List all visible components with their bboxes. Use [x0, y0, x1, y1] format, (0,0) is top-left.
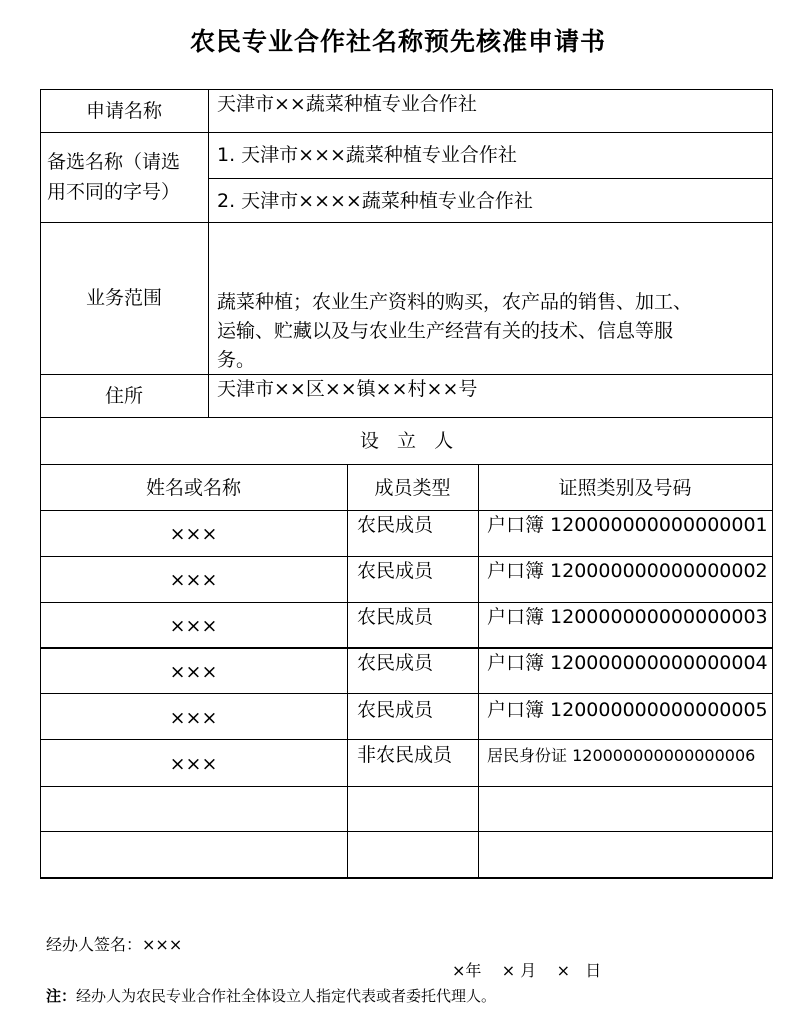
- row-divider: [40, 831, 773, 832]
- column-divider: [208, 89, 209, 418]
- address-label: 住所: [104, 385, 143, 407]
- founder-name: ×××: [169, 615, 218, 637]
- column-header-type: 成员类型: [374, 477, 451, 499]
- row-divider: [40, 647, 773, 649]
- row-divider: [40, 132, 773, 133]
- founder-id: 户口簿 120000000000000005: [487, 699, 768, 721]
- column-divider: [347, 464, 348, 878]
- row-divider: [40, 602, 773, 603]
- scope-text-line: 蔬菜种植；农业生产资料的购买，农产品的销售、加工、: [217, 291, 693, 313]
- column-divider: [478, 464, 479, 878]
- row-divider: [40, 374, 773, 375]
- row-divider: [40, 786, 773, 787]
- alt-names-label: 备选名称（请选: [47, 151, 181, 173]
- footnote-label: 注：: [46, 987, 77, 1005]
- founder-name: ×××: [169, 661, 218, 683]
- scope-label: 业务范围: [85, 287, 162, 309]
- founder-type: 农民成员: [357, 560, 434, 582]
- founders-section-title: 设 立 人: [359, 430, 454, 452]
- scope-text-line: 运输、贮藏以及与农业生产经营有关的技术、信息等服: [217, 320, 674, 342]
- alt-name-2: 2. 天津市××××蔬菜种植专业合作社: [217, 190, 533, 212]
- scope-text-line: 务。: [217, 349, 256, 371]
- row-divider: [40, 464, 773, 465]
- row-divider: [40, 693, 773, 694]
- founder-type: 农民成员: [357, 652, 434, 674]
- row-divider: [40, 222, 773, 223]
- founder-id: 户口簿 120000000000000003: [487, 606, 768, 628]
- founder-type: 农民成员: [357, 514, 434, 536]
- row-divider: [40, 556, 773, 557]
- apply-name-label: 申请名称: [85, 100, 162, 122]
- founder-name: ×××: [169, 707, 218, 729]
- footnote-text: 经办人为农民专业合作社全体设立人指定代表或者委托代理人。: [76, 987, 497, 1005]
- apply-name-value: 天津市××蔬菜种植专业合作社: [217, 93, 477, 115]
- row-divider: [208, 178, 773, 179]
- address-value: 天津市××区××镇××村××号: [217, 378, 478, 400]
- row-divider: [40, 417, 773, 418]
- founder-type: 农民成员: [357, 699, 434, 721]
- founder-name: ×××: [169, 753, 218, 775]
- founder-type: 非农民成员: [357, 744, 453, 766]
- founder-id: 居民身份证 120000000000000006: [487, 746, 756, 765]
- column-header-id: 证照类别及号码: [558, 477, 692, 499]
- date-line: ×年 × 月 × 日: [452, 961, 602, 980]
- footnote: [46, 985, 496, 1006]
- row-divider: [40, 739, 773, 740]
- page-title: 农民专业合作社名称预先核准申请书: [189, 27, 606, 56]
- column-header-name: 姓名或名称: [145, 477, 241, 499]
- founder-id: 户口簿 120000000000000002: [487, 560, 768, 582]
- row-divider: [40, 510, 773, 511]
- row-divider: [40, 89, 773, 90]
- founder-id: 户口簿 120000000000000004: [487, 652, 768, 674]
- alt-names-label-cont: 用不同的字号）: [47, 181, 181, 203]
- founder-id: 户口簿 120000000000000001: [487, 514, 768, 536]
- founder-name: ×××: [169, 523, 218, 545]
- alt-name-1: 1. 天津市×××蔬菜种植专业合作社: [217, 144, 517, 166]
- signature-line: 经办人签名：×××: [46, 935, 183, 954]
- row-divider: [40, 877, 773, 879]
- founder-type: 农民成员: [357, 606, 434, 628]
- table-border-right: [772, 89, 773, 878]
- founder-name: ×××: [169, 569, 218, 591]
